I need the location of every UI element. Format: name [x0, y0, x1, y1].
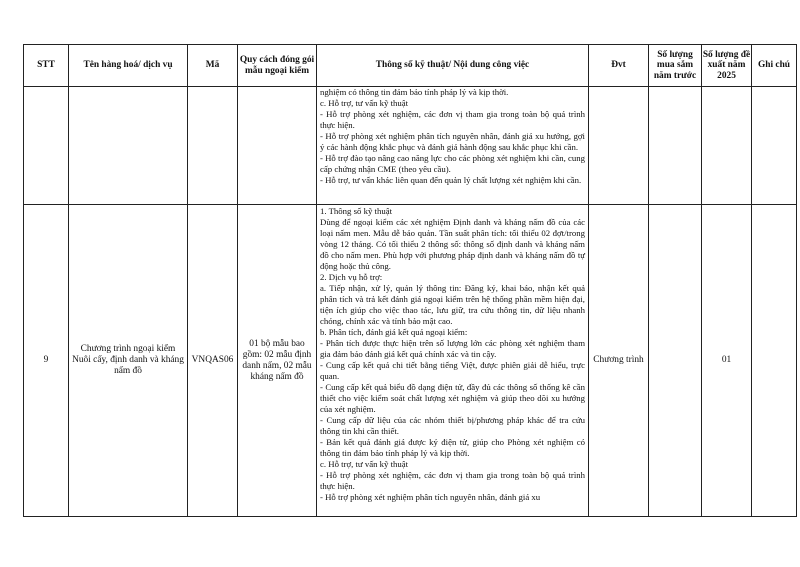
tech-line: - Bản kết quả đánh giá được ký điện tử, giúp cho Phòng xét nghiệm có thông tin đảm bảo tính pháp lý và kịp thời. — [320, 437, 585, 458]
cell-code: VNQAS06 — [188, 205, 238, 517]
cell-unit — [589, 87, 649, 205]
tech-line: - Hỗ trợ phòng xét nghiệm, các đơn vị tham gia trong toàn bộ quá trình thực hiện. — [320, 109, 585, 130]
tech-line: b. Phân tích, đánh giá kết quả ngoại kiểm: — [320, 327, 468, 337]
cell-tech — [317, 87, 589, 205]
cell-note — [752, 87, 797, 205]
cell-stt: 9 — [24, 205, 69, 517]
tech-line: c. Hỗ trợ, tư vấn kỹ thuật — [320, 459, 409, 469]
header-unit: Đvt — [589, 45, 649, 87]
header-tech: Thông số kỹ thuật/ Nội dung công việc — [317, 45, 589, 87]
table-header-row — [24, 45, 797, 87]
tech-line: - Hỗ trợ phòng xét nghiệm phân tích nguyên nhân, đánh giá xu — [320, 492, 541, 502]
cell-spec: 01 bộ mẫu bao gồm: 02 mẫu định danh nấm, 02 mẫu kháng nấm đồ — [238, 205, 317, 517]
header-name: Tên hàng hoá/ dịch vụ — [69, 45, 188, 87]
table-row — [24, 87, 797, 205]
cell-code — [188, 87, 238, 205]
tech-line: Dùng để ngoại kiểm các xét nghiệm Định danh và kháng nấm đồ của các loại nấm men. Mẫu dễ bảo quản. Tần suất phân tích: tối thiểu 02 đợt/trong vòng 12 tháng. Có tối thiểu 2 thông số: thông số định danh và kháng nấm đồ cho nấm men. Phù hợp với phương pháp định danh và kháng nấm đồ tự động hoặc thủ công. — [320, 217, 585, 271]
tech-line: - Phân tích được thực hiện trên số lượng lớn các phòng xét nghiệm tham gia đảm bảo đánh giá kết quả chính xác và tin cậy. — [320, 338, 585, 359]
header-note: Ghi chú — [752, 45, 797, 87]
cell-name: Chương trình ngoại kiểm Nuôi cấy, định danh và kháng nấm đồ — [69, 205, 188, 517]
header-prev-quantity: Số lượng mua sắm năm trước — [649, 45, 702, 87]
procurement-table — [23, 44, 797, 517]
cell-tech — [317, 205, 589, 517]
tech-line: c. Hỗ trợ, tư vấn kỹ thuật — [320, 98, 409, 108]
tech-line: 2. Dịch vụ hỗ trợ: — [320, 272, 383, 282]
header-proposed-quantity: Số lượng đề xuất năm 2025 — [702, 45, 752, 87]
cell-prev-quantity — [649, 87, 702, 205]
tech-line: - Cung cấp dữ liệu của các nhóm thiết bị/phương pháp khác để tra cứu thông tin khi cần thiết. — [320, 415, 585, 436]
cell-spec — [238, 87, 317, 205]
cell-name — [69, 87, 188, 205]
header-code: Mã — [188, 45, 238, 87]
table-row — [24, 205, 797, 517]
header-spec: Quy cách đóng gói mẫu ngoại kiểm — [238, 45, 317, 87]
tech-line: - Cung cấp kết quả chi tiết bằng tiếng Việt, được phiên giải dễ hiểu, trực quan. — [320, 360, 585, 381]
tech-line: a. Tiếp nhận, xử lý, quản lý thông tin: Đăng ký, khai báo, nhận kết quả phân tích và trả kết đánh giá ngoại kiểm trên hệ thống phần mềm hiện đại, tiện ích giúp cho việc thao tác, lưu giữ, tra cứu thông tin, dữ liệu nhanh chóng, chính xác và tính bảo mật cao. — [320, 283, 585, 326]
tech-line: - Hỗ trợ phòng xét nghiệm, các đơn vị tham gia trong toàn bộ quá trình thực hiện. — [320, 470, 585, 491]
cell-proposed-quantity: 01 — [702, 205, 752, 517]
tech-line: nghiệm có thông tin đảm bảo tính pháp lý và kịp thời. — [320, 87, 509, 97]
cell-unit: Chương trình — [589, 205, 649, 517]
cell-stt — [24, 87, 69, 205]
tech-line: 1. Thông số kỹ thuật — [320, 206, 393, 216]
cell-note — [752, 205, 797, 517]
cell-proposed-quantity — [702, 87, 752, 205]
header-stt: STT — [24, 45, 69, 87]
tech-line: - Cung cấp kết quả biểu đồ dạng điện tử, đầy đủ các thông số thống kê cần thiết cho việc kiểm soát chất lượng xét nghiệm và giúp theo dõi xu hướng của xét nghiệm. — [320, 382, 585, 414]
tech-line: - Hỗ trợ phòng xét nghiệm phân tích nguyên nhân, đánh giá xu hướng, gợi ý các hành động khắc phục và đánh giá hành động sau khắc phục khi cần. — [320, 131, 585, 152]
tech-line: - Hỗ trợ đào tạo nâng cao năng lực cho các phòng xét nghiệm khi cần, cung cấp chứng nhận CME (theo yêu cầu). — [320, 153, 585, 174]
cell-prev-quantity — [649, 205, 702, 517]
tech-line: - Hỗ trợ, tư vấn khác liên quan đến quản lý chất lượng xét nghiệm khi cần. — [320, 175, 582, 185]
